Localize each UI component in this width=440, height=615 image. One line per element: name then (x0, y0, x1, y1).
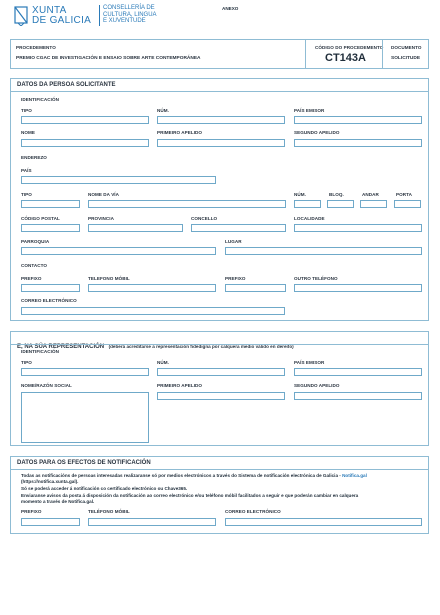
telefono-movil-label: TELEFONO MÓBIL (88, 276, 130, 281)
nome-field[interactable] (21, 139, 149, 147)
rep-num-field[interactable] (157, 368, 285, 376)
nome-via-label: NOME DA VÍA (88, 192, 120, 197)
notification-section (10, 456, 429, 534)
correo-label: CORREO ELECTRÓNICO (21, 298, 77, 303)
prefixo-label: PREFIXO (21, 276, 42, 281)
procedure-divider-2 (382, 40, 383, 68)
porta-field[interactable] (394, 200, 421, 208)
localidade-label: LOCALIDADE (294, 216, 325, 221)
document-value: SOLICITUDE (391, 56, 421, 61)
xunta-logo (14, 5, 104, 27)
notifica-link[interactable]: Notifica.gal (342, 473, 367, 478)
porta-label: PORTA (396, 192, 412, 197)
department-line-3: E XUVENTUDE (103, 18, 146, 25)
tipo-label: TIPO (21, 108, 32, 113)
rep-nome-razon-field[interactable] (21, 392, 149, 443)
representative-title-main: E, NA SÚA REPRESENTACIÓN (17, 344, 105, 350)
prefixo2-label: PREFIXO (225, 276, 246, 281)
segundo-apelido-field[interactable] (294, 139, 422, 147)
provincia-label: PROVINCIA (88, 216, 114, 221)
enderezo-label: ENDEREZO (21, 155, 47, 160)
pais-field[interactable] (21, 176, 216, 184)
outro-telefono-field[interactable] (294, 284, 422, 292)
primeiro-apelido-label: PRIMEIRO APELIDO (157, 130, 203, 135)
pais-emisor-field[interactable] (294, 116, 422, 124)
representative-title-note: (deberá acreditarse a representación fidedigna por calquera medio válido en dereito) (108, 344, 294, 349)
department-line-1: CONSELLERÍA DE (103, 5, 155, 11)
document-label: DOCUMENTO (391, 45, 422, 50)
notification-text-1 (21, 473, 367, 478)
tipo-via-label: TIPO (21, 192, 32, 197)
rep-identification-label: IDENTIFICACIÓN (21, 349, 59, 354)
rep-pais-emisor-field[interactable] (294, 368, 422, 376)
rep-tipo-field[interactable] (21, 368, 149, 376)
provincia-field[interactable] (88, 224, 183, 232)
rep-segundo-apelido-label: SEGUNDO APELIDO (294, 383, 340, 388)
pais-emisor-label: PAÍS EMISOR (294, 108, 325, 113)
bloq-label: BLOQ. (329, 192, 344, 197)
codigo-postal-field[interactable] (21, 224, 80, 232)
notif-prefixo-label: PREFIXO (21, 509, 42, 514)
procedure-bar (10, 39, 429, 69)
bloq-field[interactable] (327, 200, 354, 208)
lugar-field[interactable] (225, 247, 422, 255)
prefixo2-field[interactable] (225, 284, 286, 292)
parroquia-field[interactable] (21, 247, 216, 255)
notif-telefono-movil-label: TELÉFONO MÓBIL (88, 509, 130, 514)
num-label: NÚM. (157, 108, 169, 113)
xunta-logo-icon (14, 6, 28, 26)
department-line-2: CULTURA, LINGUA (103, 11, 157, 18)
department-name (103, 5, 157, 25)
notif-correo-field[interactable] (225, 518, 422, 526)
concello-label: CONCELLO (191, 216, 218, 221)
contacto-label: CONTACTO (21, 263, 48, 268)
rep-segundo-apelido-field[interactable] (294, 392, 422, 400)
representative-section (10, 331, 429, 446)
logo-divider (99, 5, 100, 26)
concello-field[interactable] (191, 224, 286, 232)
outro-telefono-label: OUTRO TELÉFONO (294, 276, 338, 281)
lugar-label: LUGAR (225, 239, 242, 244)
notif-telefono-movil-field[interactable] (88, 518, 216, 526)
tipo-via-field[interactable] (21, 200, 80, 208)
procedure-label: PROCEDEMENTO (16, 45, 56, 50)
pais-label: PAÍS (21, 168, 32, 173)
notification-text-3: Enviaranse avisos da posta á disposición da notificación ao correo electrónico e/ou teléfono móbil facilitados a seguir e que poderán cambiar en calquera (21, 493, 359, 498)
codigo-postal-label: CÓDIGO POSTAL (21, 216, 60, 221)
logo-text-galicia: DE GALICIA (32, 15, 92, 26)
nome-label: NOME (21, 130, 35, 135)
correo-field[interactable] (21, 307, 285, 315)
annex-label: ANEXO (222, 6, 239, 11)
tipo-field[interactable] (21, 116, 149, 124)
procedure-divider-1 (305, 40, 306, 68)
rep-num-label: NÚM. (157, 360, 169, 365)
prefixo-field[interactable] (21, 284, 80, 292)
notification-text-2: Só se poderá acceder á notificación co certificado electrónico ou Chave365. (21, 486, 188, 491)
procedure-code-label: CÓDIGO DO PROCEDEMENTO (315, 45, 384, 50)
notification-text-1a: Todas as notificacións de persoas interesadas realizaranse só por medios electrónicos a través do Sistema de notificación electrónica de Galicia - (21, 473, 343, 478)
notif-correo-label: CORREO ELECTRÓNICO (225, 509, 281, 514)
notification-text-4: momento a través de Notifica.gal. (21, 499, 95, 504)
num-via-label: NÚM. (294, 192, 306, 197)
nome-via-field[interactable] (88, 200, 286, 208)
representative-title-rule (11, 344, 428, 345)
rep-tipo-label: TIPO (21, 360, 32, 365)
procedure-value: PREMIO CGAC DE INVESTIGACIÓN E ENSAIO SOBRE ARTE CONTEMPORÁNEA (16, 56, 201, 61)
logo-text-xunta: XUNTA (32, 5, 67, 16)
telefono-movil-field[interactable] (88, 284, 216, 292)
procedure-code-value: CT143A (325, 52, 366, 64)
parroquia-label: PARROQUIA (21, 239, 50, 244)
notif-prefixo-field[interactable] (21, 518, 80, 526)
notification-text-1b: (https://notifica.xunta.gal). (21, 479, 79, 484)
applicant-section (10, 78, 429, 321)
primeiro-apelido-field[interactable] (157, 139, 285, 147)
identification-label: IDENTIFICACIÓN (21, 97, 59, 102)
localidade-field[interactable] (294, 224, 422, 232)
andar-field[interactable] (360, 200, 387, 208)
segundo-apelido-label: SEGUNDO APELIDO (294, 130, 340, 135)
rep-nome-razon-label: NOME/RAZÓN SOCIAL (21, 383, 72, 388)
rep-primeiro-apelido-label: PRIMEIRO APELIDO (157, 383, 203, 388)
num-field[interactable] (157, 116, 285, 124)
notification-title: DATOS PARA OS EFECTOS DE NOTIFICACIÓN (17, 460, 151, 466)
num-via-field[interactable] (294, 200, 321, 208)
applicant-title-rule (11, 91, 428, 92)
notification-title-rule (11, 469, 428, 470)
rep-pais-emisor-label: PAÍS EMISOR (294, 360, 325, 365)
andar-label: ANDAR (362, 192, 379, 197)
applicant-title: DATOS DA PERSOA SOLICITANTE (17, 82, 116, 88)
rep-primeiro-apelido-field[interactable] (157, 392, 285, 400)
